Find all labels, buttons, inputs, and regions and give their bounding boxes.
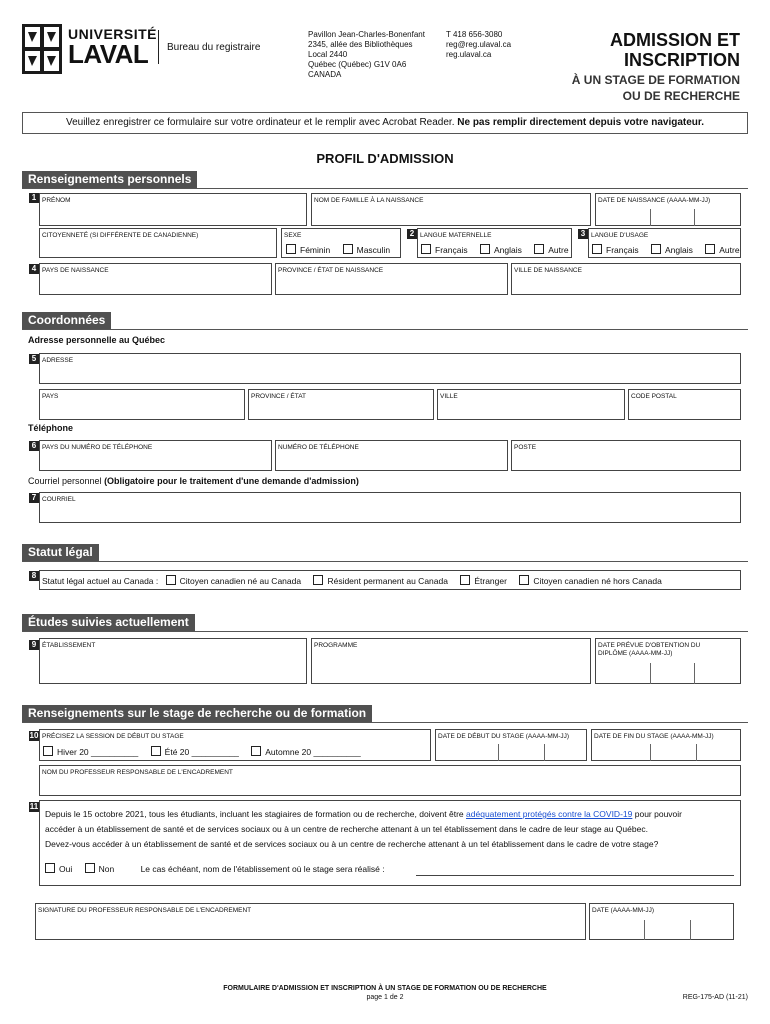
telephone-heading: Téléphone — [28, 423, 74, 433]
university-logo — [22, 24, 62, 74]
field-number: 9 — [29, 640, 39, 650]
citoyennete-field[interactable]: CITOYENNETÉ (SI DIFFÉRENTE DE CANADIENNE) — [39, 228, 277, 258]
checkbox[interactable] — [534, 244, 544, 254]
poste-field[interactable]: POSTE — [511, 440, 741, 471]
pays-telephone-field[interactable]: PAYS DU NUMÉRO DE TÉLÉPHONE — [39, 440, 272, 471]
pays-naissance-field[interactable]: PAYS DE NAISSANCE — [39, 263, 272, 295]
courriel-heading: Courriel personnel (Obligatoire pour le traitement d'une demande d'admission) — [28, 476, 359, 486]
checkbox[interactable] — [592, 244, 602, 254]
footer-title: FORMULAIRE D'ADMISSION ET INSCRIPTION À UN STAGE DE FORMATION OU DE RECHERCHE — [223, 985, 547, 992]
form-main-title: ADMISSION ET INSCRIPTION — [609, 30, 740, 70]
section-tab-personal: Renseignements personnels — [22, 171, 197, 188]
signature-field[interactable]: SIGNATURE DU PROFESSEUR RESPONSABLE DE L'ENCADREMENT — [35, 903, 586, 940]
office-contact: T 418 656-3080 reg@reg.ulaval.ca reg.ulaval.ca — [446, 30, 512, 59]
date-debut-field[interactable]: DATE DE DÉBUT DU STAGE (AAAA-MM-JJ) — [435, 729, 587, 761]
footer-code: REG-175-AD (11-21) — [682, 994, 748, 1001]
professeur-field[interactable]: NOM DU PROFESSEUR RESPONSABLE DE L'ENCADREMENT — [39, 765, 741, 796]
date-diplome-field[interactable]: DATE PRÉVUE D'OBTENTION DU DIPLÔME (AAAA-MM-JJ) — [595, 638, 741, 684]
courriel-field[interactable]: COURRIEL — [39, 492, 741, 523]
pays-field[interactable]: PAYS — [39, 389, 245, 420]
checkbox[interactable] — [343, 244, 353, 254]
checkbox[interactable] — [651, 244, 661, 254]
checkbox[interactable] — [43, 746, 53, 756]
checkbox[interactable] — [251, 746, 261, 756]
office-name: Bureau du registraire — [167, 42, 261, 53]
covid-link[interactable]: adéquatement protégés contre la COVID-19 — [466, 809, 633, 819]
field-number: 1 — [29, 193, 39, 203]
ville-naissance-field[interactable]: VILLE DE NAISSANCE — [511, 263, 741, 295]
sexe-field: SEXE Féminin Masculin — [281, 228, 401, 258]
field-number: 3 — [578, 229, 588, 239]
checkbox[interactable] — [85, 863, 95, 873]
notice-bar: Veuillez enregistrer ce formulaire sur votre ordinateur et le remplir avec Acrobat Reader. Ne pas remplir directement depuis votre navigateur. — [22, 112, 748, 134]
prenom-field[interactable]: PRÉNOM — [39, 193, 307, 226]
ville-field[interactable]: VILLE — [437, 389, 625, 420]
checkbox[interactable] — [421, 244, 431, 254]
etablissement-field[interactable]: ÉTABLISSEMENT — [39, 638, 307, 684]
office-address: Pavillon Jean-Charles-Bonenfant 2345, allée des Bibliothèques Local 2440 Québec (Québec) G1V 0A6 CANADA — [308, 30, 425, 79]
form-subtitle: À UN STAGE DE FORMATION OU DE RECHERCHE — [571, 73, 740, 103]
date-fin-field[interactable]: DATE DE FIN DU STAGE (AAAA-MM-JJ) — [591, 729, 741, 761]
checkbox[interactable] — [705, 244, 715, 254]
langue-usage-field: LANGUE D'USAGE Français Anglais Autre — [588, 228, 741, 258]
footer-page: page 1 de 2 — [366, 994, 404, 1001]
nom-field[interactable]: NOM DE FAMILLE À LA NAISSANCE — [311, 193, 591, 226]
checkbox[interactable] — [480, 244, 490, 254]
field-number: 7 — [29, 493, 39, 503]
field-number: 5 — [29, 354, 39, 364]
date-naissance-field[interactable]: DATE DE NAISSANCE (AAAA-MM-JJ) — [595, 193, 741, 226]
field-number: 6 — [29, 441, 39, 451]
university-name: UNIVERSITÉ LAVAL — [68, 26, 158, 69]
field-number: 10 — [29, 731, 39, 740]
province-naissance-field[interactable]: PROVINCE / ÉTAT DE NAISSANCE — [275, 263, 508, 295]
code-postal-field[interactable]: CODE POSTAL — [628, 389, 741, 420]
section-tab-etudes: Études suivies actuellement — [22, 614, 195, 631]
field-number: 4 — [29, 264, 39, 274]
checkbox[interactable] — [151, 746, 161, 756]
section-tab-coordonnees: Coordonnées — [22, 312, 111, 329]
adresse-heading: Adresse personnelle au Québec — [28, 335, 166, 345]
numero-telephone-field[interactable]: NUMÉRO DE TÉLÉPHONE — [275, 440, 508, 471]
checkbox[interactable] — [45, 863, 55, 873]
checkbox[interactable] — [286, 244, 296, 254]
adresse-field[interactable]: ADRESSE — [39, 353, 741, 384]
statut-field: Statut légal actuel au Canada : Citoyen canadien né au Canada Résident permanent au Canada Étranger Citoyen canadien né hors Canada — [39, 570, 741, 590]
signature-date-field[interactable]: DATE (AAAA-MM-JJ) — [589, 903, 734, 940]
province-field[interactable]: PROVINCE / ÉTAT — [248, 389, 434, 420]
field-number: 8 — [29, 571, 39, 581]
section-tab-stage: Renseignements sur le stage de recherche ou de formation — [22, 705, 372, 722]
checkbox[interactable] — [519, 575, 529, 585]
programme-field[interactable]: PROGRAMME — [311, 638, 591, 684]
checkbox[interactable] — [313, 575, 323, 585]
langue-maternelle-field: LANGUE MATERNELLE Français Anglais Autre — [417, 228, 572, 258]
checkbox[interactable] — [460, 575, 470, 585]
form-title: PROFIL D'ADMISSION — [316, 151, 454, 166]
covid-question-box: Depuis le 15 octobre 2021, tous les étudiants, incluant les stagiaires de formation ou de recherche, doivent être adéquatement protégés contre la COVID-19 pour pouvoir accéder à un établissement de santé et de services sociaux ou à un centre de recherche attenant à un tel établissement dans le cadre de leur stage au Québec. Devez-vous accéder à un établissement de santé et de services sociaux ou à un centre de recherche attenant à un tel établissement dans le cadre de votre stage? Oui Non Le cas échéant, nom de l'établissement où le stage sera réalisé : — [39, 800, 741, 886]
section-tab-statut: Statut légal — [22, 544, 99, 561]
etablissement-stage-line[interactable] — [416, 875, 734, 876]
checkbox[interactable] — [166, 575, 176, 585]
session-field: PRÉCISEZ LA SESSION DE DÉBUT DU STAGE Hiver 20 __________ Été 20 __________ Automne 20 __________ — [39, 729, 431, 761]
field-number: 2 — [407, 229, 417, 239]
field-number: 11 — [29, 802, 39, 811]
